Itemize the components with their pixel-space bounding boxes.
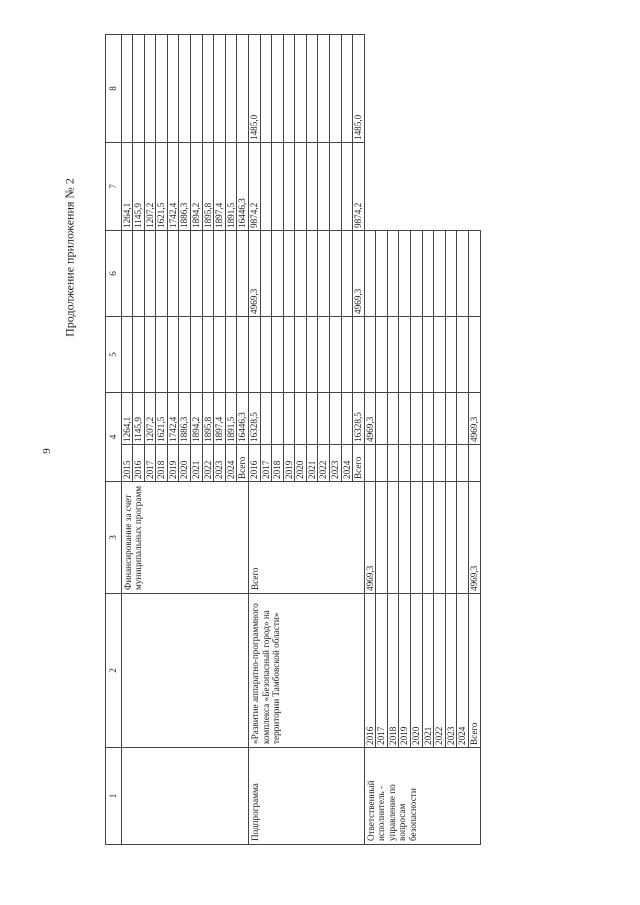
col7-value: [387, 317, 399, 393]
col4-value: [295, 393, 307, 445]
col5-value: [295, 317, 307, 393]
year-cell: 2022: [202, 445, 214, 482]
col8-value: [399, 231, 411, 317]
col4-value: [329, 393, 341, 445]
col6-value: [422, 393, 434, 445]
col4-value: [422, 482, 434, 594]
col6-value: [329, 231, 341, 317]
col4-total: 16328,5: [353, 393, 365, 445]
col5-value: [434, 445, 446, 482]
col8-value: [133, 35, 145, 143]
col4-value: 1895,8: [202, 393, 214, 445]
year-cell: 2015: [121, 445, 133, 482]
col4-value: [260, 393, 272, 445]
col7-value: [272, 143, 284, 231]
year-cell: 2018: [387, 594, 399, 748]
col5-value: [318, 317, 330, 393]
col4-value: 1145,9: [133, 393, 145, 445]
header-row: [106, 35, 122, 845]
col4-value: [445, 482, 457, 594]
col8-value: [179, 35, 191, 143]
col8-value: [329, 35, 341, 143]
col5-value: [144, 317, 156, 393]
col8-value: [295, 35, 307, 143]
financing-table: [105, 34, 481, 845]
col6-value: [144, 231, 156, 317]
col7-value: [457, 317, 469, 393]
col5-value: [387, 445, 399, 482]
col5-value: [225, 317, 237, 393]
col7-value: [260, 143, 272, 231]
col4-value: 1891,5: [225, 393, 237, 445]
col8-value: [387, 231, 399, 317]
col6-value: [387, 393, 399, 445]
col5-value: [341, 317, 353, 393]
col4-value: 1894,2: [191, 393, 203, 445]
year-cell: 2020: [295, 445, 307, 482]
year-cell: 2018: [156, 445, 168, 482]
header-5: 5: [106, 317, 122, 393]
block-responsible: [364, 35, 480, 845]
year-cell: 2024: [341, 445, 353, 482]
header-6: 6: [106, 231, 122, 317]
col8-value: [121, 35, 133, 143]
header-1: 1: [106, 748, 122, 845]
block1-col2: [121, 594, 248, 748]
col6-value: [202, 231, 214, 317]
col8-total: [468, 231, 480, 317]
block1-col1: [121, 748, 248, 845]
col7-value: 1207,2: [144, 143, 156, 231]
col7-value: [295, 143, 307, 231]
year-cell: 2020: [179, 445, 191, 482]
year-cell: 2020: [411, 594, 423, 748]
col6-value: [260, 231, 272, 317]
col8-value: [422, 231, 434, 317]
page-heading: Продолжение приложения № 2: [62, 178, 77, 337]
year-cell: 2023: [445, 594, 457, 748]
col7-value: 1145,9: [133, 143, 145, 231]
col6-value: [411, 393, 423, 445]
col7-value: 1742,4: [167, 143, 179, 231]
col7-value: [364, 317, 376, 393]
col6-value: [318, 231, 330, 317]
header-7: 7: [106, 143, 122, 231]
col8-value: [144, 35, 156, 143]
year-cell: 2018: [272, 445, 284, 482]
year-cell: 2021: [306, 445, 318, 482]
col8-value: [376, 231, 388, 317]
col6-value: [445, 393, 457, 445]
col4-value: 16328,5: [248, 393, 260, 445]
col8-value: [225, 35, 237, 143]
col6-total: [237, 231, 249, 317]
block2-col2: «Развитие аппаратно-программного комплекса «Безопасный город» на территории Тамбовской области»: [248, 594, 364, 748]
total-label: Всего: [353, 445, 365, 482]
col6-value: [283, 231, 295, 317]
table-row: [399, 35, 411, 845]
table-row: [376, 35, 388, 845]
col4-value: 1264,1: [121, 393, 133, 445]
col8-total: 1485,0: [353, 35, 365, 143]
col4-value: 1897,4: [214, 393, 226, 445]
year-cell: 2017: [260, 445, 272, 482]
year-cell: 2021: [191, 445, 203, 482]
col6-total: 4969,3: [468, 393, 480, 445]
year-cell: 2016: [133, 445, 145, 482]
col7-value: 1621,5: [156, 143, 168, 231]
header-3: 3: [106, 482, 122, 594]
table-row: [387, 35, 399, 845]
col8-value: [318, 35, 330, 143]
col7-value: 1264,1: [121, 143, 133, 231]
block2-col1: Подпрограмма: [248, 748, 364, 845]
col5-value: [376, 445, 388, 482]
year-cell: 2017: [144, 445, 156, 482]
col7-value: 1895,8: [202, 143, 214, 231]
col8-value: [191, 35, 203, 143]
col6-value: [225, 231, 237, 317]
year-cell: 2024: [225, 445, 237, 482]
col4-value: [387, 482, 399, 594]
col7-value: [376, 317, 388, 393]
rotated-table-container: [105, 35, 625, 845]
col5-value: [457, 445, 469, 482]
col4-value: 4969,3: [364, 482, 376, 594]
table-row: [121, 35, 133, 845]
page-number: 9: [40, 448, 53, 454]
col5-value: [191, 317, 203, 393]
table-row: [445, 35, 457, 845]
col6-value: [272, 231, 284, 317]
col4-value: [272, 393, 284, 445]
col6-value: [133, 231, 145, 317]
table-row: [422, 35, 434, 845]
table-row: [411, 35, 423, 845]
header-2: 2: [106, 594, 122, 748]
col5-value: [260, 317, 272, 393]
col5-value: [283, 317, 295, 393]
col5-value: [411, 445, 423, 482]
col4-value: 1621,5: [156, 393, 168, 445]
col4-value: [283, 393, 295, 445]
col7-value: 1894,2: [191, 143, 203, 231]
col4-value: 1742,4: [167, 393, 179, 445]
col7-value: [329, 143, 341, 231]
col8-value: [202, 35, 214, 143]
col8-value: [260, 35, 272, 143]
col7-value: [411, 317, 423, 393]
col8-value: [364, 231, 376, 317]
col8-value: [457, 231, 469, 317]
col5-value: [399, 445, 411, 482]
total-label: Всего: [237, 445, 249, 482]
col8-value: [214, 35, 226, 143]
col8-value: [306, 35, 318, 143]
col8-value: [156, 35, 168, 143]
col7-total: 9874,2: [353, 143, 365, 231]
header-8: 8: [106, 35, 122, 143]
col6-value: [399, 393, 411, 445]
col5-total: [468, 445, 480, 482]
year-cell: 2016: [364, 594, 376, 748]
col8-value: [434, 231, 446, 317]
col5-value: [445, 445, 457, 482]
col4-value: [399, 482, 411, 594]
col6-value: [179, 231, 191, 317]
col4-value: [306, 393, 318, 445]
col5-value: [329, 317, 341, 393]
col4-value: [341, 393, 353, 445]
col5-total: [353, 317, 365, 393]
col5-value: [214, 317, 226, 393]
col6-value: [457, 393, 469, 445]
col7-total: [468, 317, 480, 393]
col8-total: [237, 35, 249, 143]
col4-value: 1886,3: [179, 393, 191, 445]
col8-value: [283, 35, 295, 143]
col7-value: [399, 317, 411, 393]
col6-value: [341, 231, 353, 317]
year-cell: 2021: [422, 594, 434, 748]
col8-value: [341, 35, 353, 143]
col4-value: [411, 482, 423, 594]
year-cell: 2019: [399, 594, 411, 748]
col7-value: 1886,3: [179, 143, 191, 231]
year-cell: 2022: [318, 445, 330, 482]
col4-value: [434, 482, 446, 594]
col4-total: 16446,3: [237, 393, 249, 445]
col7-value: [434, 317, 446, 393]
col8-value: [411, 231, 423, 317]
year-cell: 2019: [283, 445, 295, 482]
col5-total: [237, 317, 249, 393]
col5-value: [133, 317, 145, 393]
year-cell: 2017: [376, 594, 388, 748]
year-cell: 2019: [167, 445, 179, 482]
table-row: [248, 35, 260, 845]
col7-total: 16446,3: [237, 143, 249, 231]
block-municipal: [121, 35, 248, 845]
col8-value: 1485,0: [248, 35, 260, 143]
col8-value: [445, 231, 457, 317]
col5-value: [179, 317, 191, 393]
year-cell: 2023: [329, 445, 341, 482]
col7-value: 1891,5: [225, 143, 237, 231]
col7-value: [341, 143, 353, 231]
col7-value: [318, 143, 330, 231]
col5-value: [248, 317, 260, 393]
table-row: [434, 35, 446, 845]
col4-value: 1207,2: [144, 393, 156, 445]
col7-value: [283, 143, 295, 231]
block-subprogram: [248, 35, 364, 845]
col5-value: [272, 317, 284, 393]
col7-value: [306, 143, 318, 231]
col6-value: [306, 231, 318, 317]
col4-total: 4969,3: [468, 482, 480, 594]
col5-value: [364, 445, 376, 482]
block3-col3: Ответственный исполнитель - управление по вопросам безопасности: [364, 748, 480, 845]
col6-value: [167, 231, 179, 317]
col7-value: 9874,2: [248, 143, 260, 231]
year-cell: 2024: [457, 594, 469, 748]
block1-col3: Финансирование за счет муниципальных программ: [121, 482, 248, 594]
total-row: [468, 35, 480, 845]
year-cell: 2022: [434, 594, 446, 748]
col6-value: 4969,3: [364, 393, 376, 445]
col8-value: [167, 35, 179, 143]
col6-value: [121, 231, 133, 317]
col7-value: 1897,4: [214, 143, 226, 231]
table-row: [364, 35, 376, 845]
col8-value: [272, 35, 284, 143]
block2-col3: Всего: [248, 482, 364, 594]
col4-value: [376, 482, 388, 594]
col6-value: [376, 393, 388, 445]
col5-value: [167, 317, 179, 393]
col4-value: [318, 393, 330, 445]
year-cell: 2023: [214, 445, 226, 482]
header-4: 4: [106, 393, 122, 482]
col5-value: [121, 317, 133, 393]
col4-value: [457, 482, 469, 594]
col6-value: [295, 231, 307, 317]
col6-total: 4969,3: [353, 231, 365, 317]
total-label: Всего: [468, 594, 480, 748]
col5-value: [422, 445, 434, 482]
col6-value: [434, 393, 446, 445]
col6-value: 4969,3: [248, 231, 260, 317]
year-cell: 2016: [248, 445, 260, 482]
col5-value: [202, 317, 214, 393]
col6-value: [214, 231, 226, 317]
col6-value: [191, 231, 203, 317]
col7-value: [422, 317, 434, 393]
col5-value: [306, 317, 318, 393]
col6-value: [156, 231, 168, 317]
col7-value: [445, 317, 457, 393]
col5-value: [156, 317, 168, 393]
table-row: [457, 35, 469, 845]
